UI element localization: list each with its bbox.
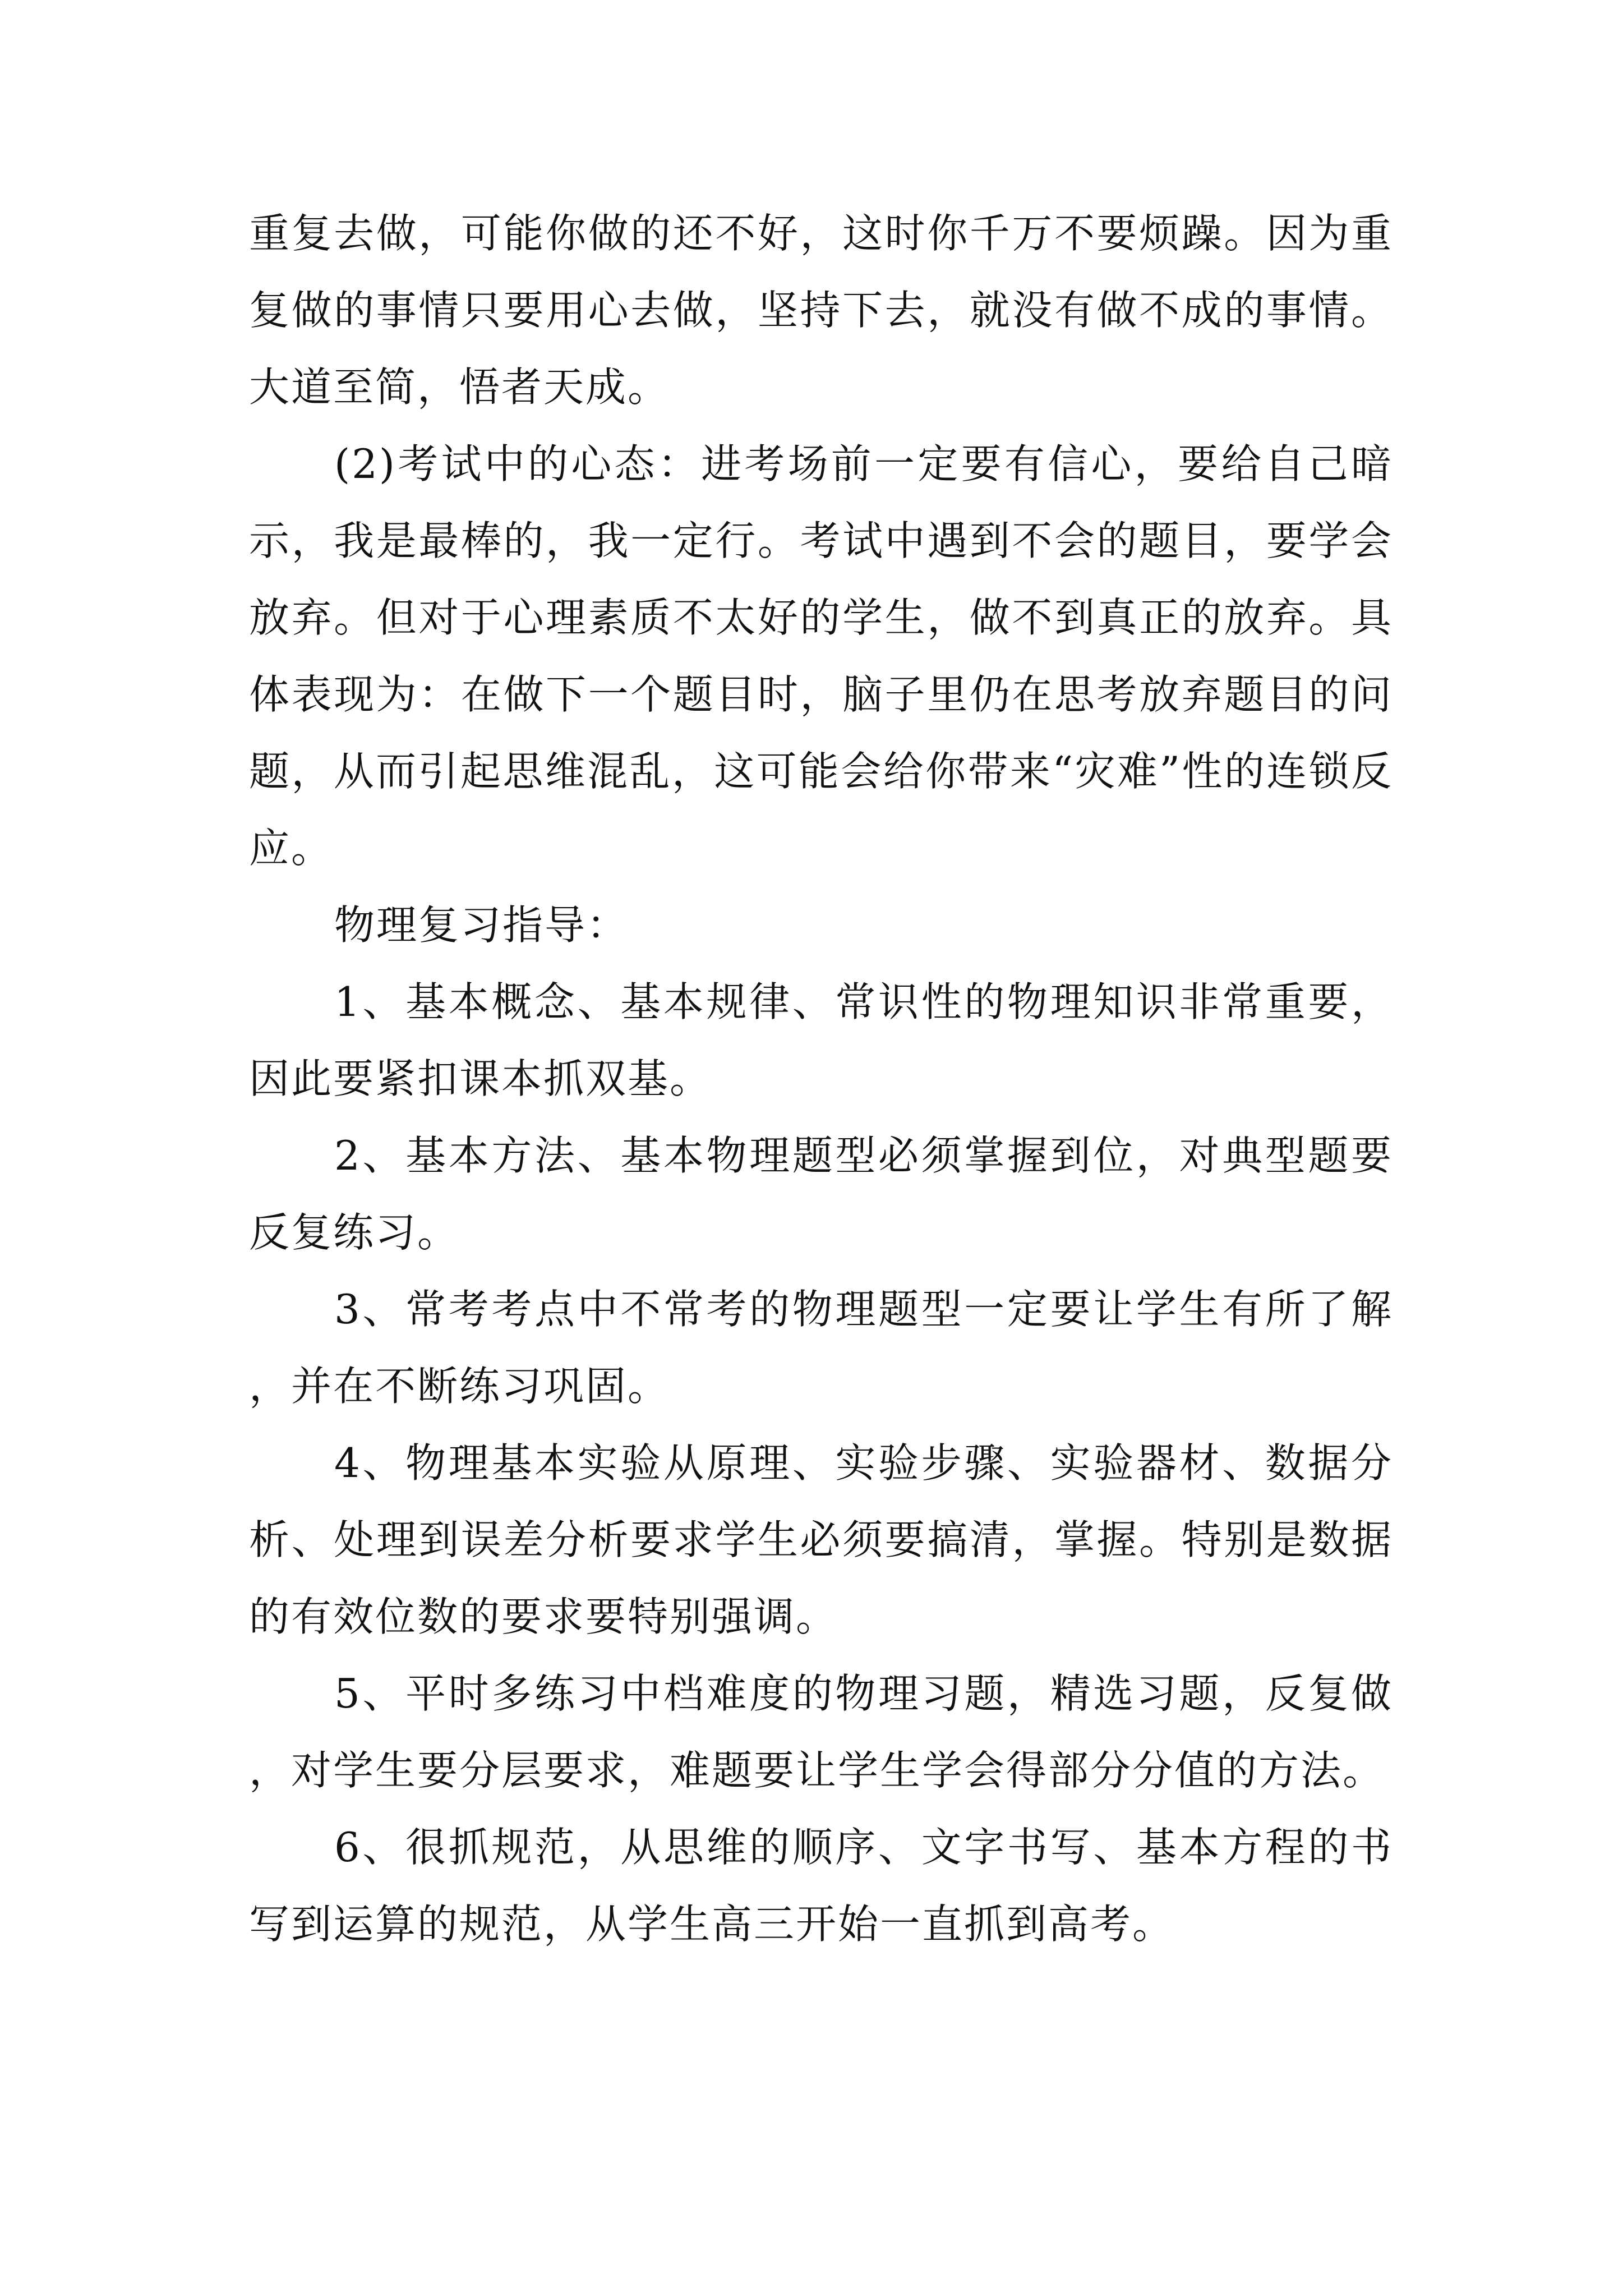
list-item-6: 6、很抓规范，从思维的顺序、文字书写、基本方程的书写到运算的规范，从学生高三开始一直抓到高考。: [249, 1824, 1393, 1948]
list-item-1: 1、基本概念、基本规律、常识性的物理知识非常重要，因此要紧扣课本抓双基。: [249, 978, 1393, 1102]
list-item-4: 4、物理基本实验从原理、实验步骤、实验器材、数据分析、处理到误差分析要求学生必须要搞清，掌握。特别是数据的有效位数的要求要特别强调。: [249, 1439, 1393, 1640]
document-body: [249, 195, 1393, 1963]
section-heading-physics-review: 物理复习指导：: [334, 901, 629, 949]
list-item-3: 3、常考考点中不常考的物理题型一定要让学生有所了解，并在不断练习巩固。: [249, 1286, 1393, 1410]
paragraph-continuation: 重复去做，可能你做的还不好，这时你千万不要烦躁。因为重复做的事情只要用心去做，坚持下去，就没有做不成的事情。大道至简，悟者天成。: [249, 210, 1393, 411]
list-item-5: 5、平时多练习中档难度的物理习题，精选习题，反复做，对学生要分层要求，难题要让学生学会得部分分值的方法。: [249, 1670, 1393, 1794]
paragraph-exam-mindset: (2)考试中的心态：进考场前一定要有信心，要给自己暗示，我是最棒的，我一定行。考试中遇到不会的题目，要学会放弃。但对于心理素质不太好的学生，做不到真正的放弃。具体表现为：在做下一个题目时，脑子里仍在思考放弃题目的问题，从而引起思维混乱，这可能会给你带来“灾难”性的连锁反应。: [249, 440, 1393, 872]
list-item-2: 2、基本方法、基本物理题型必须掌握到位，对典型题要反复练习。: [249, 1132, 1393, 1256]
